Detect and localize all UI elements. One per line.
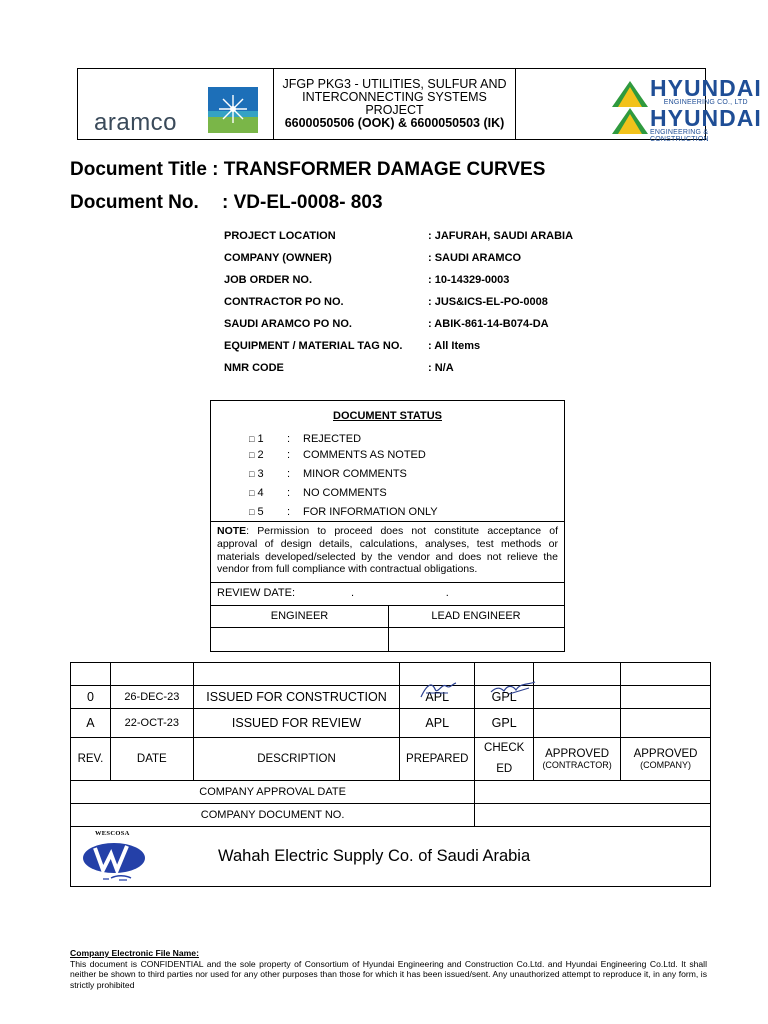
document-number-label: Document No. bbox=[70, 192, 199, 213]
header-date: DATE bbox=[110, 738, 193, 781]
header-description: DESCRIPTION bbox=[193, 738, 400, 781]
vendor-name: Wahah Electric Supply Co. of Saudi Arabia bbox=[218, 847, 531, 865]
info-value-equipment-tag: : All Items bbox=[428, 340, 481, 352]
status-separator: : bbox=[287, 468, 291, 480]
wescosa-wordmark: WESCOSA bbox=[95, 830, 130, 837]
status-separator: : bbox=[287, 449, 291, 461]
table-row bbox=[71, 804, 711, 827]
hyundai-subtitle-2: ENGINEERING & CONSTRUCTION bbox=[650, 129, 709, 143]
check-cell: GPL bbox=[475, 686, 534, 709]
header-prepared: PREPARED bbox=[400, 738, 475, 781]
table-cell bbox=[193, 663, 400, 686]
project-title-cell bbox=[274, 69, 516, 139]
document-status-heading: DOCUMENT STATUS bbox=[333, 410, 442, 422]
footer bbox=[70, 948, 707, 990]
status-checkbox-4[interactable]: □ 4 bbox=[249, 487, 264, 499]
status-note: NOTE: Permission to proceed does not constitute acceptance of approval of design details, calculations, analyses, test methods or materials developed/selected by the vendor and does not relieve the vendor from full compliance with contractual obligations. bbox=[217, 525, 558, 576]
company-document-no-label: COMPANY DOCUMENT NO. bbox=[71, 804, 475, 827]
table-cell bbox=[621, 686, 711, 709]
project-po-numbers: 6600050506 (OOK) & 6600050503 (IK) bbox=[284, 116, 505, 130]
status-checkbox-2[interactable]: □ 2 bbox=[249, 449, 264, 461]
rev-cell: 0 bbox=[71, 686, 111, 709]
status-checkbox-3[interactable]: □ 3 bbox=[249, 468, 264, 480]
status-label-minor-comments: MINOR COMMENTS bbox=[303, 468, 407, 480]
revision-table bbox=[70, 662, 711, 887]
table-cell bbox=[621, 663, 711, 686]
header-approved-contractor: APPROVED (CONTRACTOR) bbox=[534, 738, 621, 781]
status-separator: : bbox=[287, 506, 291, 518]
document-number-value: : VD-EL-0008- 803 bbox=[222, 192, 383, 213]
aramco-star-icon bbox=[208, 87, 258, 133]
table-cell bbox=[534, 709, 621, 738]
company-approval-date-label: COMPANY APPROVAL DATE bbox=[71, 781, 475, 804]
status-label-no-comments: NO COMMENTS bbox=[303, 487, 387, 499]
header-box bbox=[77, 68, 762, 143]
table-header-row bbox=[71, 738, 711, 781]
hyundai-wordmark-2: HYUNDAI bbox=[650, 105, 762, 131]
lead-engineer-label: LEAD ENGINEER bbox=[431, 610, 521, 622]
review-date-value: . . bbox=[351, 587, 449, 599]
table-cell bbox=[110, 663, 193, 686]
info-label-job-order: JOB ORDER NO. bbox=[224, 274, 313, 286]
wescosa-logo bbox=[81, 830, 151, 884]
document-title-value: : TRANSFORMER DAMAGE CURVES bbox=[212, 159, 546, 180]
info-label-equipment-tag: EQUIPMENT / MATERIAL TAG NO. bbox=[224, 340, 403, 352]
info-label-contractor-po: CONTRACTOR PO NO. bbox=[224, 296, 344, 308]
info-label-company-owner: COMPANY (OWNER) bbox=[224, 252, 332, 264]
file-name-label: Company Electronic File Name: bbox=[70, 948, 199, 958]
info-label-aramco-po: SAUDI ARAMCO PO NO. bbox=[224, 318, 352, 330]
aramco-logo-cell bbox=[78, 69, 274, 139]
confidentiality-notice: This document is CONFIDENTIAL and the sole property of Consortium of Hyundai Engineering and Construction Co.Ltd. and Hyundai Engineering Co.Ltd. It shall neither be shown to third parties nor used for any other purposes than those for which it has been issued/sent. Any unauthorized attempt to reproduce it, in any form, is strictly prohibited bbox=[70, 958, 707, 990]
hyundai-wordmark-1: HYUNDAI bbox=[650, 75, 762, 101]
review-date-label: REVIEW DATE: bbox=[217, 587, 296, 599]
status-separator: : bbox=[287, 433, 291, 445]
description-cell: ISSUED FOR CONSTRUCTION bbox=[193, 686, 400, 709]
info-value-project-location: : JAFURAH, SAUDI ARABIA bbox=[428, 230, 574, 242]
status-checkbox-1[interactable]: □ 1 bbox=[249, 433, 264, 445]
table-cell bbox=[534, 663, 621, 686]
vendor-cell bbox=[71, 827, 711, 887]
description-cell: ISSUED FOR REVIEW bbox=[193, 709, 400, 738]
rev-cell: A bbox=[71, 709, 111, 738]
status-checkbox-5[interactable]: □ 5 bbox=[249, 506, 264, 518]
document-title-row bbox=[70, 159, 545, 181]
status-separator: : bbox=[287, 487, 291, 499]
status-label-rejected: REJECTED bbox=[303, 433, 362, 445]
date-cell: 26-DEC-23 bbox=[110, 686, 193, 709]
prepared-cell: APL bbox=[400, 709, 475, 738]
signature-apl-icon bbox=[418, 680, 458, 702]
table-row bbox=[71, 686, 711, 709]
engineer-label: ENGINEER bbox=[270, 610, 329, 622]
info-value-aramco-po: : ABIK-861-14-B074-DA bbox=[428, 318, 549, 330]
hyundai-triangle-icon bbox=[612, 108, 648, 134]
divider bbox=[211, 582, 564, 583]
wescosa-emblem-icon bbox=[81, 838, 147, 884]
company-approval-date-value bbox=[475, 781, 711, 804]
project-line-2: INTERCONNECTING SYSTEMS bbox=[302, 90, 487, 104]
status-label-comments-as-noted: COMMENTS AS NOTED bbox=[303, 449, 426, 461]
info-label-project-location: PROJECT LOCATION bbox=[224, 230, 336, 242]
document-status-box bbox=[210, 400, 565, 652]
info-value-job-order: : 10-14329-0003 bbox=[428, 274, 510, 286]
check-cell: GPL bbox=[475, 709, 534, 738]
hyundai-triangle-icon bbox=[612, 81, 648, 107]
hyundai-logo-cell bbox=[516, 69, 762, 143]
divider bbox=[211, 521, 564, 522]
table-row bbox=[71, 781, 711, 804]
table-cell bbox=[534, 686, 621, 709]
aramco-wordmark: aramco bbox=[94, 109, 178, 136]
hyundai-subtitle-1: ENGINEERING CO., LTD bbox=[663, 99, 748, 106]
info-value-nmr-code: : N/A bbox=[428, 362, 454, 374]
vendor-row bbox=[71, 827, 711, 887]
table-cell bbox=[71, 663, 111, 686]
company-document-no-value bbox=[475, 804, 711, 827]
table-row bbox=[71, 709, 711, 738]
date-cell: 22-OCT-23 bbox=[110, 709, 193, 738]
divider bbox=[211, 627, 564, 628]
info-label-nmr-code: NMR CODE bbox=[224, 362, 284, 374]
prepared-cell: APL bbox=[400, 686, 475, 709]
status-label-information-only: FOR INFORMATION ONLY bbox=[303, 506, 438, 518]
header-approved-company: APPROVED (COMPANY) bbox=[621, 738, 711, 781]
header-rev: REV. bbox=[71, 738, 111, 781]
info-value-contractor-po: : JUS&ICS-EL-PO-0008 bbox=[428, 296, 548, 308]
header-checked: CHECK ED bbox=[475, 738, 534, 781]
document-title-label: Document Title bbox=[70, 159, 207, 180]
project-line-1: JFGP PKG3 - UTILITIES, SULFUR AND bbox=[282, 77, 507, 91]
project-line-3: PROJECT bbox=[365, 103, 424, 117]
info-value-company-owner: : SAUDI ARAMCO bbox=[428, 252, 522, 264]
table-cell bbox=[621, 709, 711, 738]
signature-gpl-icon bbox=[489, 680, 537, 700]
aramco-logo bbox=[94, 87, 264, 136]
table-row bbox=[71, 663, 711, 686]
document-number-row bbox=[70, 192, 383, 214]
